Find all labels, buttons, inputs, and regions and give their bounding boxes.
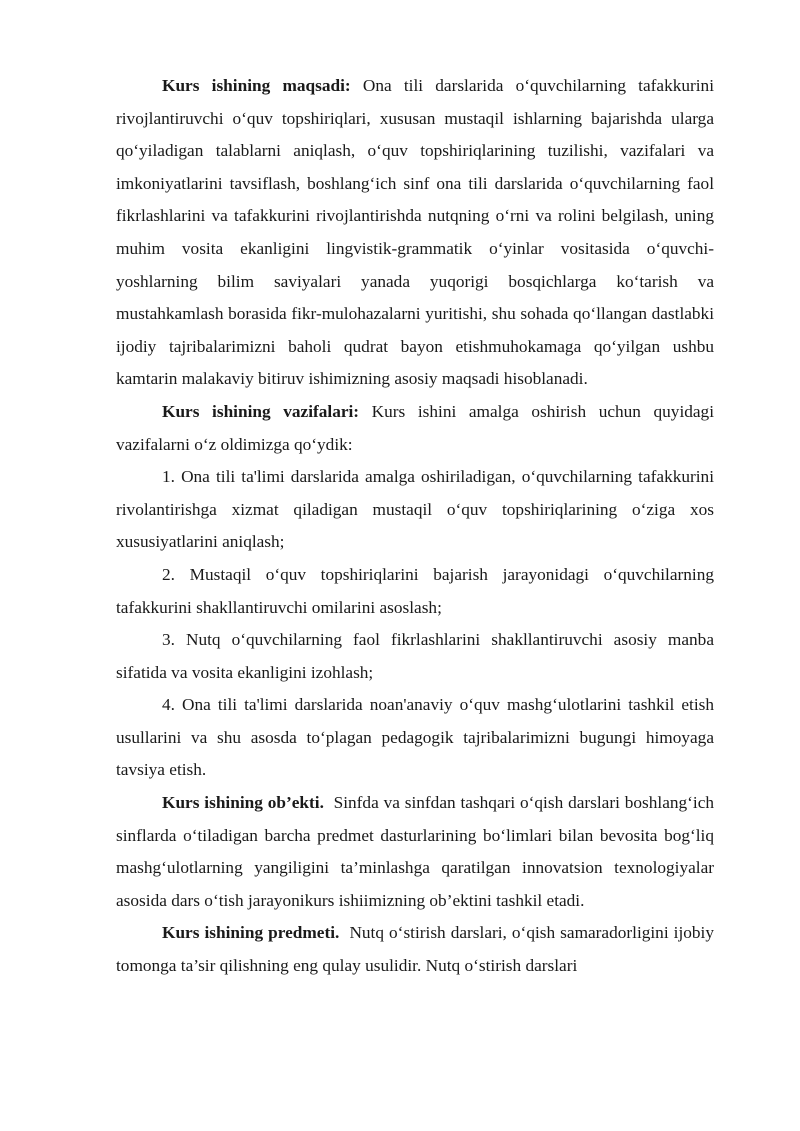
document-page: [116, 70, 714, 983]
maqsad-paragraph: [116, 70, 714, 396]
vazifa-item-2: 2. Mustaqil o‘quv topshiriqlarini bajarish jarayonidagi o‘quvchilarning tafakkurini shakllantiruvchi omilarini asoslash;: [116, 564, 714, 617]
vazifa-item-1: 1. Ona tili ta'limi darslarida amalga oshiriladigan, o‘quvchilarning tafakkurini rivolantirishga xizmat qiladigan mustaqil o‘quv topshiriqlarining o‘ziga xos xususiyatlarini aniqlash;: [116, 467, 714, 552]
vazifalar-paragraph: [116, 396, 714, 461]
predmet-paragraph: [116, 917, 714, 982]
obekt-heading: Kurs ishining ob’ekti.: [162, 793, 324, 813]
maqsad-heading: Kurs ishining maqsadi:: [162, 76, 351, 95]
predmet-text: Nutq o‘stirish darslari, o‘qish samaradorligini ijobiy tomonga ta’sir qilishning eng qulay usulidir. Nutq o‘stirish darslari: [116, 923, 714, 976]
predmet-heading: Kurs ishining predmeti.: [162, 923, 340, 943]
vazifa-item-4: 4. Ona tili ta'limi darslarida noan'anaviy o‘quv mashg‘ulotlarini tashkil etish usullarini va shu asosda to‘plagan pedagogik tajribalarimizni bugungi himoyaga tavsiya etish.: [116, 695, 714, 780]
vazifalar-heading: Kurs ishining vazifalari:: [162, 401, 360, 421]
vazifa-item-3: 3. Nutq o‘quvchilarning faol fikrlashlarini shakllantiruvchi asosiy manba sifatida va vosita ekanligini izohlash;: [116, 630, 714, 682]
obekt-paragraph: [116, 787, 714, 917]
maqsad-text: Ona tili darslarida o‘quvchilarning tafakkurini rivojlantiruvchi o‘quv topshiriqlari, xususan mustaqil ishlarning bajarishda ularga qo‘yiladigan talablarni aniqlash, o‘quv topshiriqlarining tuzilishi, vazifalari va imkoniyatlarini tavsiflash, boshlang‘ich sinf ona tili darslarida o‘quvchilarning faol fikrlashlarini va tafakkurini rivojlantirishda nutqning o‘rni va rolini belgilash, uning muhim vosita ekanligini lingvistik-grammatik o‘yinlar vositasida o‘quvchi-yoshlarning bilim saviyalari yanada yuqorigi bosqichlarga ko‘tarish va mustahkamlash borasida fikr-mulohazalarni yuritishi, shu sohada qo‘llangan dastlabki ijodiy tajribalarimizni baholi qudrat bayon etishmuhokamaga qo‘yilgan ushbu kamtarin malakaviy bitiruv ishimizning asosiy maqsadi hisoblanadi.: [116, 76, 714, 389]
obekt-text: Sinfda va sinfdan tashqari o‘qish darslari boshlang‘ich sinflarda o‘tiladigan barcha predmet dasturlarining bo‘limlari bilan bevosita bog‘liq mashg‘ulotlarning yangiligini ta’minlashga qaratilgan innovatsion texnologiyalar asosida dars o‘tish jarayonikurs ishiimizning ob’ektini tashkil etadi.: [116, 793, 715, 910]
vazifalar-text: Kurs ishini amalga oshirish uchun quyidagi vazifalarni o‘z oldimizga qo‘ydik:: [116, 401, 714, 454]
